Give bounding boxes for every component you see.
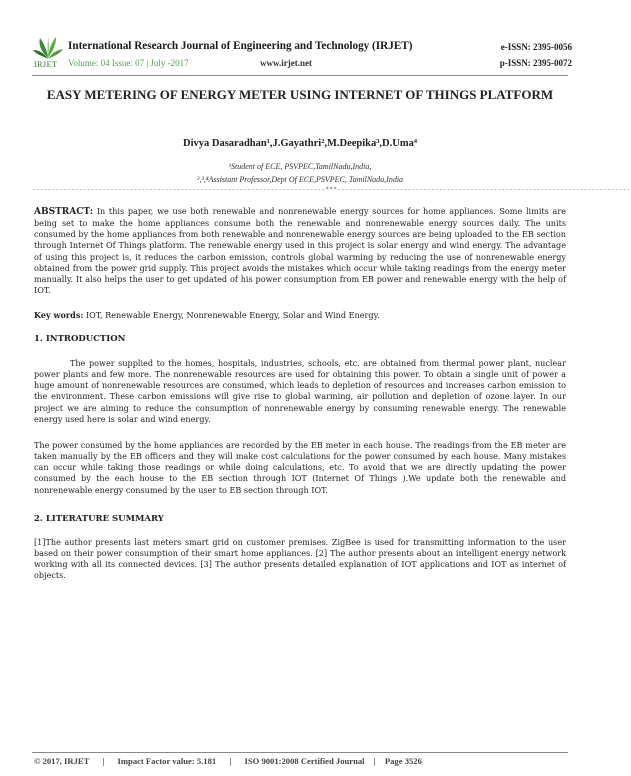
footer-divider: [32, 752, 568, 753]
abstract-label: ABSTRACT:: [34, 207, 94, 217]
author-list: Divya Dasaradhan¹,J.Gayathri²,M.Deepika³,D.Uma⁴: [183, 138, 417, 149]
volume-issue: Volume: 04 Issue: 07 | July -2017: [68, 58, 189, 68]
abstract: [34, 206, 566, 296]
page-footer: [34, 756, 422, 766]
journal-title: International Research Journal of Engineering and Technology (IRJET): [68, 40, 413, 52]
journal-header: [32, 34, 572, 74]
footer-sep: |: [229, 756, 232, 766]
separator-line: ---------------------------------------------------------------------------***---------------------------------------------------------------------------: [32, 186, 631, 193]
keywords-text: IOT, Renewable Energy, Nonrenewable Energy, Solar and Wind Energy.: [83, 310, 380, 320]
e-issn: e-ISSN: 2395-0056: [500, 42, 572, 52]
p-issn: p-ISSN: 2395-0072: [499, 58, 572, 68]
footer-sep: |: [102, 756, 105, 766]
footer-impact: Impact Factor value: 5.181: [117, 756, 217, 766]
intro-paragraph-1: The power supplied to the homes, hospitals, industries, schools, etc. are obtained from thermal power plant, nuclear power plants and few more. The nonrenewable resources are used for obtaining this power. To obtain a single unit of power a huge amount of nonrenewable resources are consumed, which leads to depletion of resources and increases carbon emission to the environment. These carbon emissions will give rise to global warming, air pollution and depletion of ozone layer. In our project we are aiming to reduce the consumption of nonrenewable energy by consuming renewable energy. The renewable energy used here is solar and wind energy.: [34, 358, 566, 424]
keywords-label: Key words:: [34, 310, 84, 320]
affiliation-2: ²,³,⁴Assistant Professor,Dept Of ECE,PSVPEC, TamilNadu,India: [196, 175, 404, 184]
paper-title: EASY METERING OF ENERGY METER USING INTERNET OF THINGS PLATFORM: [46, 87, 554, 102]
intro-paragraph-2: The power consumed by the home appliances are recorded by the EB meter in each house. The readings from the EB meter are taken manually by the EB officers and they will make cost calculations for the power consumed by each house. Many mistakes can occur while taking those readings or while doing calculations, etc. To avoid that we are directly updating the power consumed by the each house to the EB section through IOT (Internet Of Things ).We update both the renewable and nonrenewable energy consumed by the user to EB section through IOT.: [34, 440, 566, 495]
section-heading-literature: 2. LITERATURE SUMMARY: [34, 514, 164, 524]
keywords: [34, 310, 566, 321]
footer-copyright: © 2017, IRJET: [34, 756, 90, 766]
abstract-text: In this paper, we use both renewable and nonrenewable energy sources for home appliances. Some limits are being set to make the home appliances consume both the renewable and nonrenewable energy sources daily. The units consumed by the home appliances from both renewable and nonrenewable energy sources are being uploaded to the EB section through Internet Of Things platform. The renewable energy used in this project is solar energy and wind energy. The advantage of using this project is, it reduces the carbon emission, controls global warming by reducing the use of nonrenewable energy obtained from the power grid supply. This project avoids the mistakes which occur while taking readings from the energy meter manually. It also helps the user to get updated of his power consumption from EB power and renewable energy with the help of IOT.: [34, 206, 566, 296]
header-divider: [32, 75, 568, 76]
logo-text: IRJET: [34, 60, 58, 69]
footer-sep: |: [373, 756, 376, 766]
section-heading-introduction: 1. INTRODUCTION: [34, 334, 126, 344]
affiliation-1: ¹Student of ECE, PSVPEC,TamilNadu,India,: [228, 162, 372, 171]
footer-page: Page 3526: [384, 756, 422, 766]
footer-iso: ISO 9001:2008 Certified Journal: [244, 756, 365, 766]
journal-website[interactable]: www.irjet.net: [260, 58, 312, 68]
literature-paragraph: [1]The author presents last meters smart grid on customer premises. ZigBee is used for transmitting information to the user based on their power consumption of their smart home appliances. [2] The author presents about an intelligent energy network working with all its connected devices. [3] The author presents detailed explanation of IOT applications and IOT as internet of objects.: [34, 537, 566, 581]
